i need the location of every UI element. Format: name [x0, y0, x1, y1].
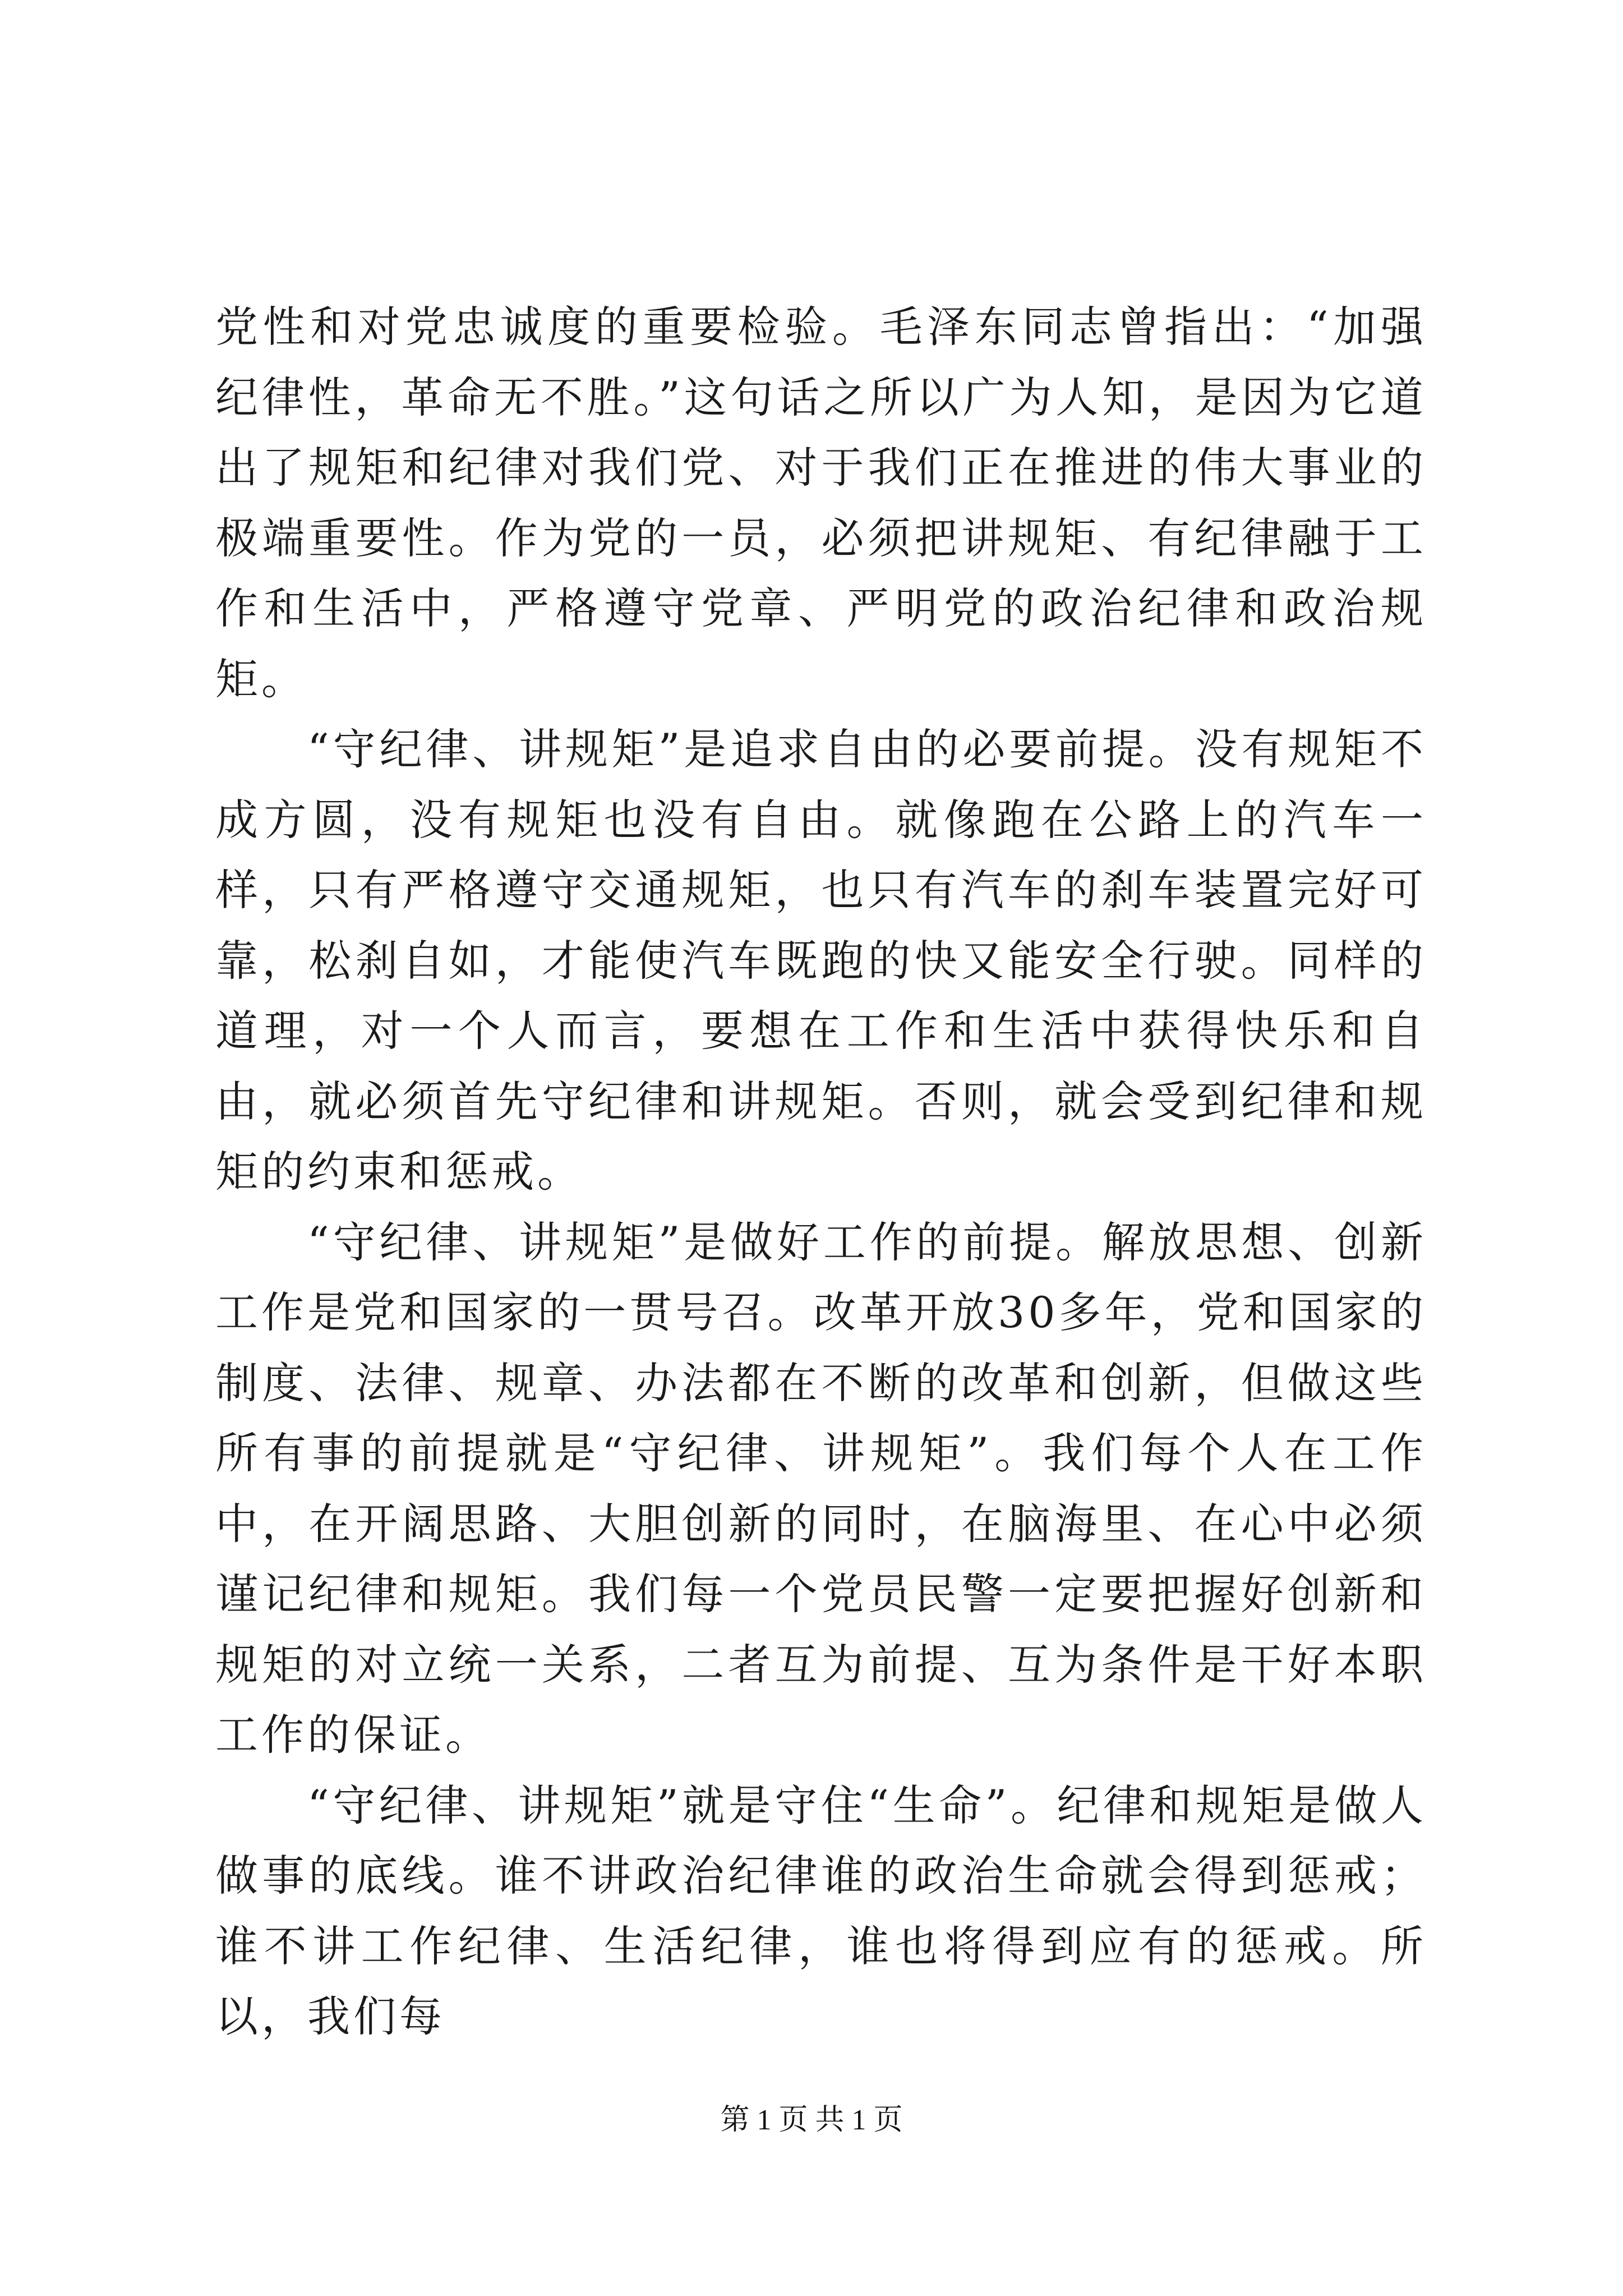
paragraph-2: “守纪律、讲规矩”是追求自由的必要前提。没有规矩不成方圆，没有规矩也没有自由。就像跑在公路上的汽车一样，只有严格遵守交通规矩，也只有汽车的刹车装置完好可靠，松刹自如，才能使汽车既跑的快又能安全行驶。同样的道理，对一个人而言，要想在工作和生活中获得快乐和自由，就必须首先守纪律和讲规矩。否则，就会受到纪律和规矩的约束和惩戒。	[215, 724, 1427, 1197]
paragraph-1: 党性和对党忠诚度的重要检验。毛泽东同志曾指出：“加强纪律性，革命无不胜。”这句话之所以广为人知，是因为它道出了规矩和纪律对我们党、对于我们正在推进的伟大事业的极端重要性。作为党的一员，必须把讲规矩、有纪律融于工作和生活中，严格遵守党章、严明党的政治纪律和政治规矩。	[215, 302, 1427, 704]
paragraph-4: “守纪律、讲规矩”就是守住“生命”。纪律和规矩是做人做事的底线。谁不讲政治纪律谁的政治生命就会得到惩戒；谁不讲工作纪律、生活纪律，谁也将得到应有的惩戒。所以，我们每	[215, 1780, 1427, 2041]
paragraph-3: “守纪律、讲规矩”是做好工作的前提。解放思想、创新工作是党和国家的一贯号召。改革开放30多年，党和国家的制度、法律、规章、办法都在不断的改革和创新，但做这些所有事的前提就是“守纪律、讲规矩”。我们每个人在工作中，在开阔思路、大胆创新的同时，在脑海里、在心中必须谨记纪律和规矩。我们每一个党员民警一定要把握好创新和规矩的对立统一关系，二者互为前提、互为条件是干好本职工作的保证。	[215, 1217, 1427, 1760]
page-footer: 第 1 页 共 1 页	[720, 2104, 903, 2136]
document-body	[215, 292, 1427, 2052]
